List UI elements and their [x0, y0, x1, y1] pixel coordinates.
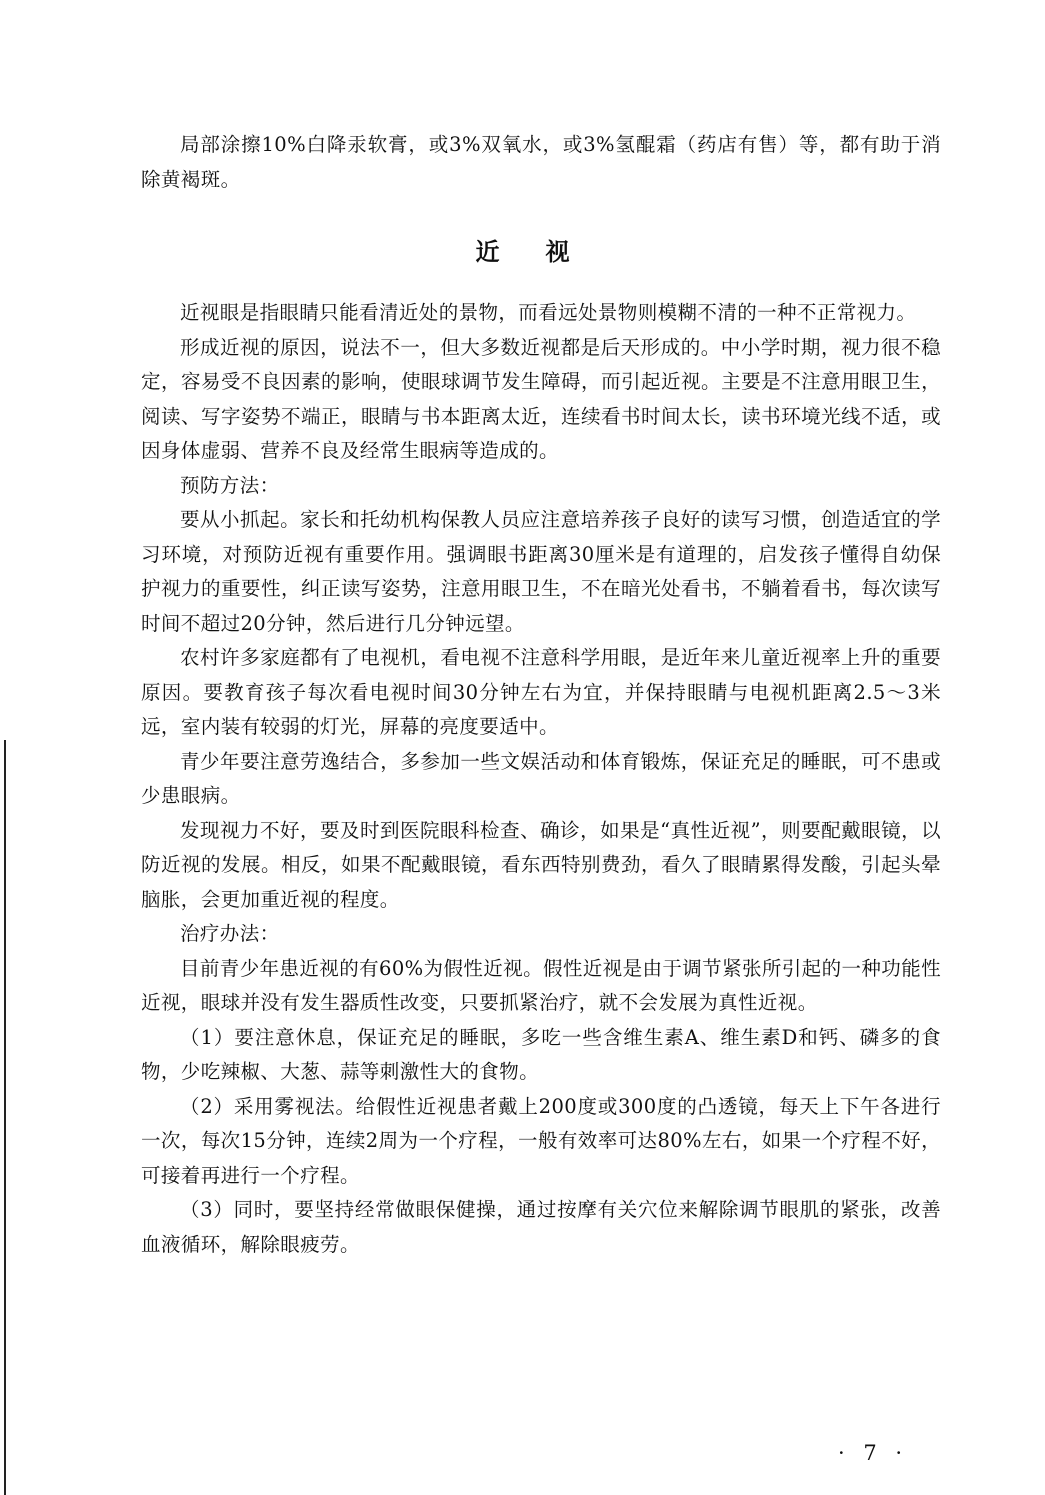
paragraph-causes: 形成近视的原因，说法不一，但大多数近视都是后天形成的。中小学时期，视力很不稳定，容易受不良因素的影响，使眼球调节发生障碍，而引起近视。主要是不注意用眼卫生，阅读、写字姿势不端正，眼睛与书本距离太近，连续看书时间太长，读书环境光线不适，或因身体虚弱、营养不良及经常生眼病等造成的。	[141, 335, 941, 462]
paragraph-definition: 近视眼是指眼睛只能看清近处的景物，而看远处景物则模糊不清的一种不正常视力。	[180, 301, 917, 324]
paragraph-treatment-1: （1）要注意休息，保证充足的睡眠，多吃一些含维生素A、维生素D和钙、磷多的食物，少吃辣椒、大葱、蒜等刺激性大的食物。	[141, 1025, 941, 1083]
body-text	[141, 296, 941, 1262]
intro-block	[141, 128, 941, 197]
paragraph-prevention-early: 要从小抓起。家长和托幼机构保教人员应注意培养孩子良好的读写习惯，创造适宜的学习环境，对预防近视有重要作用。强调眼书距离30厘米是有道理的，启发孩子懂得自幼保护视力的重要性，纠正读写姿势，注意用眼卫生，不在暗光处看书，不躺着看书，每次读写时间不超过20分钟，然后进行几分钟远望。	[141, 508, 941, 635]
paragraph-treatment-heading: 治疗办法：	[180, 922, 280, 945]
paragraph-television: 农村许多家庭都有了电视机，看电视不注意科学用眼，是近年来儿童近视率上升的重要原因。要教育孩子每次看电视时间30分钟左右为宜，并保持眼睛与电视机距离2.5～3米远，室内装有较弱的灯光，屏幕的亮度要适中。	[141, 646, 941, 738]
paragraph-treatment-3: （3）同时，要坚持经常做眼保健操，通过按摩有关穴位来解除调节眼肌的紧张，改善血液循环，解除眼疲劳。	[141, 1198, 941, 1256]
paragraph-glasses: 发现视力不好，要及时到医院眼科检查、确诊，如果是“真性近视”，则要配戴眼镜，以防近视的发展。相反，如果不配戴眼镜，看东西特别费劲，看久了眼睛累得发酸，引起头晕脑胀，会更加重近视的程度。	[141, 818, 941, 911]
paragraph-rest-balance: 青少年要注意劳逸结合，多参加一些文娱活动和体育锻炼，保证充足的睡眠，可不患或少患眼病。	[141, 749, 941, 807]
paragraph-treatment-2: （2）采用雾视法。给假性近视患者戴上200度或300度的凸透镜，每天上下午各进行一次，每次15分钟，连续2周为一个疗程，一般有效率可达80%左右，如果一个疗程不好，可接着再进行一个疗程。	[141, 1094, 941, 1187]
paragraph-pseudo-myopia: 目前青少年患近视的有60%为假性近视。假性近视是由于调节紧张所引起的一种功能性近视，眼球并没有发生器质性改变，只要抓紧治疗，就不会发展为真性近视。	[141, 956, 941, 1014]
scan-edge-line	[4, 740, 6, 1495]
page-number: · 7 ·	[838, 1441, 909, 1465]
intro-paragraph: 局部涂擦10%白降汞软膏，或3%双氧水，或3%氢醌霜（药店有售）等，都有助于消除黄褐斑。	[141, 133, 941, 191]
section-title: 近视	[475, 238, 616, 266]
paragraph-prevention-heading: 预防方法：	[180, 473, 280, 497]
